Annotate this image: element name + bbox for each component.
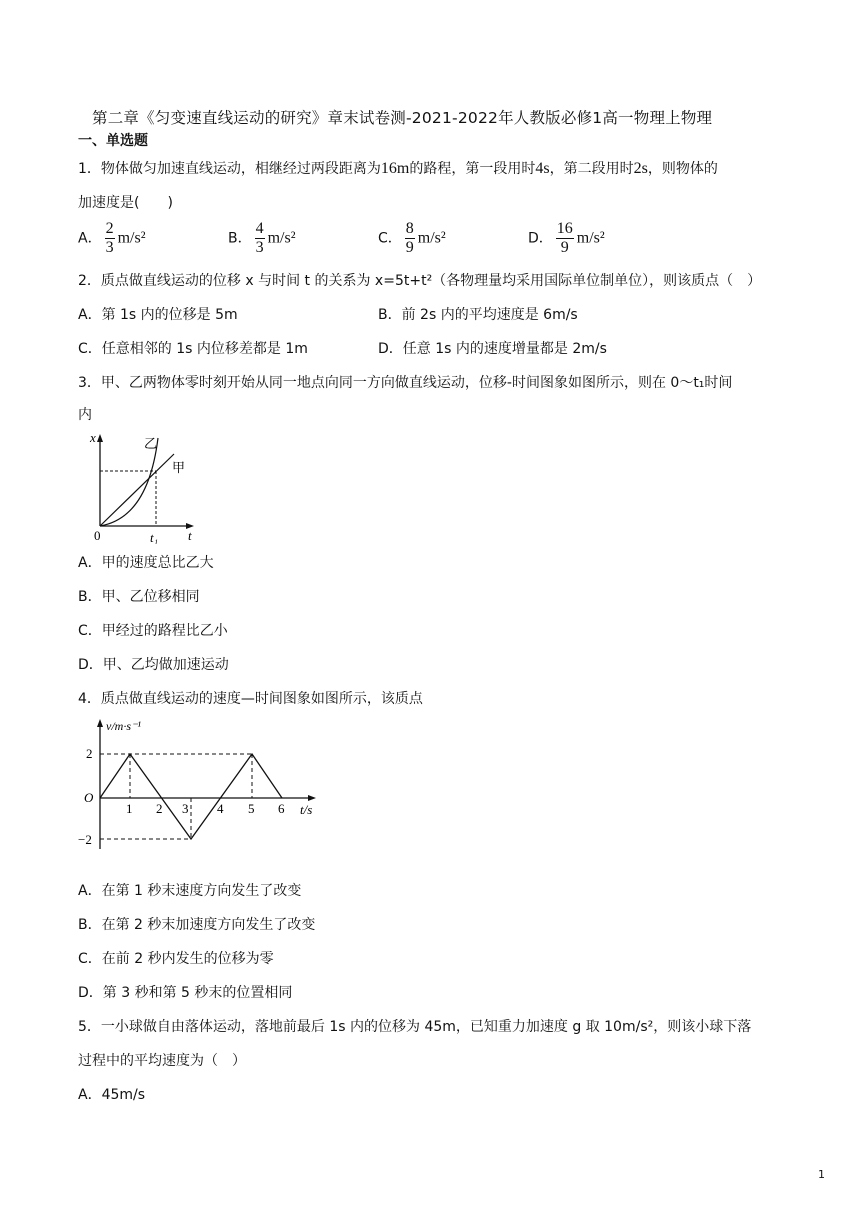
q4-origin-label: O — [84, 790, 94, 805]
q3-y-label: x — [90, 430, 96, 445]
q2-option-c[interactable]: C．任意相邻的 1s 内位移差都是 1m — [78, 341, 308, 357]
q4-x-arrow-icon — [308, 795, 316, 801]
q1-distance: 16m — [380, 160, 410, 177]
q4-x-tick-3: 3 — [182, 801, 189, 816]
q1-text-d: ，则物体的 — [647, 161, 718, 177]
q3-jia-label: 甲 — [172, 460, 186, 475]
q1-text-line1 — [78, 158, 718, 178]
q2-option-b[interactable]: B．前 2s 内的平均速度是 6m/s — [378, 307, 578, 323]
q4-y-label: v/m·s⁻¹ — [106, 719, 141, 733]
q2-text: 2．质点做直线运动的位移 x 与时间 t 的关系为 x=5t+t²（各物理量均采用国际单位制单位），则该质点（ ） — [78, 273, 762, 289]
q1-text-line2: 加速度是( ) — [78, 195, 173, 211]
q3-text-line1: 3．甲、乙两物体零时刻开始从同一地点向同一方向做直线运动，位移-时间图象如图所示，则在 0～t₁时间 — [78, 375, 733, 391]
q1-text-a: 1．物体做匀加速直线运动，相继经过两段距离为 — [78, 161, 381, 177]
q3-x-label: t — [188, 528, 192, 543]
q5-option-a[interactable]: A．45m/s — [78, 1087, 146, 1103]
q4-y-arrow-icon — [97, 719, 103, 727]
q2-option-a[interactable]: A．第 1s 内的位移是 5m — [78, 307, 238, 323]
q5-text-line1: 5．一小球做自由落体运动，落地前最后 1s 内的位移为 45m，已知重力加速度 g 取 10m/s²，则该小球下落 — [78, 1019, 752, 1035]
q4-option-a[interactable]: A．在第 1 秒末速度方向发生了改变 — [78, 883, 302, 899]
page-title: 第二章《匀变速直线运动的研究》章末试卷测-2021-2022年人教版必修1高一物理上物理 — [92, 109, 713, 127]
q3-option-c[interactable]: C．甲经过的路程比乙小 — [78, 623, 228, 639]
q1-option-a[interactable]: A． $\frac{2}{3}$ m/s² — [78, 220, 146, 256]
q4-option-d[interactable]: D．第 3 秒和第 5 秒末的位置相同 — [78, 985, 293, 1001]
q3-option-d[interactable]: D．甲、乙均做加速运动 — [78, 657, 229, 673]
q3-yi-label: 乙 — [144, 436, 158, 451]
q3-curve-yi — [100, 438, 158, 526]
section-heading: 一、单选题 — [78, 133, 148, 149]
q3-text-line2: 内 — [78, 407, 92, 423]
q3-option-b[interactable]: B．甲、乙位移相同 — [78, 589, 200, 605]
q4-vt-graph — [78, 714, 328, 856]
q1-text-b: 的路程，第一段用时 — [409, 161, 536, 177]
q3-origin-label: 0 — [94, 528, 101, 543]
q3-y-arrow-icon — [97, 434, 103, 442]
q4-option-b[interactable]: B．在第 2 秒末加速度方向发生了改变 — [78, 917, 316, 933]
q4-y-tick-neg2: −2 — [78, 832, 92, 847]
q4-x-tick-5: 5 — [248, 801, 255, 816]
q4-y-tick-2: 2 — [86, 746, 93, 761]
q4-x-tick-6: 6 — [278, 801, 285, 816]
page-number: 1 — [818, 1168, 825, 1181]
q3-t1-label: t₁ — [150, 530, 159, 544]
q4-x-tick-1: 1 — [126, 801, 133, 816]
q1-time1: 4s — [535, 160, 550, 177]
q3-line-jia — [100, 454, 174, 526]
q1-time2: 2s — [633, 160, 648, 177]
q4-x-tick-4: 4 — [217, 801, 224, 816]
q1-text-c: ，第二段用时 — [549, 161, 634, 177]
q2-option-d[interactable]: D．任意 1s 内的速度增量都是 2m/s — [378, 341, 607, 357]
q5-text-line2: 过程中的平均速度为（ ） — [78, 1053, 246, 1069]
q1-option-d[interactable]: D． $\frac{16}{9}$ m/s² — [528, 220, 605, 256]
q3-xt-graph — [86, 428, 206, 544]
q1-option-c[interactable]: C． $\frac{8}{9}$ m/s² — [378, 220, 446, 256]
q3-option-a[interactable]: A．甲的速度总比乙大 — [78, 555, 214, 571]
q4-x-tick-2: 2 — [156, 801, 163, 816]
q1-option-b[interactable]: B． $\frac{4}{3}$ m/s² — [228, 220, 296, 256]
q4-x-label: t/s — [300, 802, 313, 817]
q4-text: 4．质点做直线运动的速度—时间图象如图所示，该质点 — [78, 691, 423, 707]
q4-option-c[interactable]: C．在前 2 秒内发生的位移为零 — [78, 951, 274, 967]
